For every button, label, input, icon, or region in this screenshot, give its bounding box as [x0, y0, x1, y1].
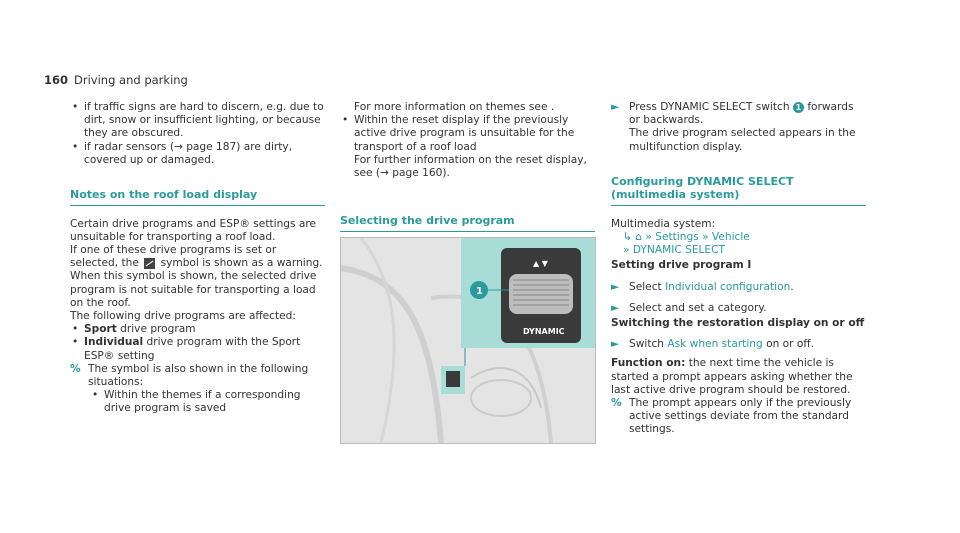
list-item: • Individual drive program with the Sport ESP® setting: [70, 336, 325, 362]
subheading: Setting drive program I: [611, 259, 752, 272]
paragraph: Certain drive programs and ESP® settings are unsuitable for transporting a roof load.: [70, 217, 317, 243]
list-item: • Within the themes if a corresponding drive program is saved: [90, 389, 325, 415]
step-arrow-icon: ►: [611, 101, 620, 113]
step-arrow-icon: ►: [611, 301, 620, 314]
paragraph: For more information on themes see .: [354, 101, 555, 113]
return-arrow-icon: ↳: [623, 231, 632, 244]
note-icon: %: [611, 397, 622, 410]
note-icon: %: [70, 362, 81, 375]
paragraph: The following drive programs are affected:: [70, 309, 296, 322]
note: % The prompt appears only if the previously active settings deviate from the standard settings.: [611, 397, 852, 436]
step-arrow-icon: ►: [611, 280, 620, 293]
paragraph: Function on: the next time the vehicle is started a prompt appears asking whether the last active drive program should be restored.: [611, 357, 853, 396]
paragraph: For further information on the reset display, see (→ page 160).: [354, 153, 587, 180]
list-item: • if radar sensors (→ page 187) are dirty, covered up or damaged.: [70, 141, 325, 167]
section-heading: Selecting the drive program: [340, 214, 515, 228]
svg-text:▲ ▼: ▲ ▼: [533, 259, 548, 268]
drive-switch-illustration: [340, 237, 596, 444]
callout-1: 1: [793, 102, 804, 113]
column-2: [340, 101, 595, 232]
svg-text:1: 1: [476, 286, 483, 297]
paragraph: The drive program selected appears in the multifunction display.: [629, 127, 856, 153]
page-number: 160: [44, 73, 69, 87]
section-heading: Notes on the roof load display: [70, 188, 258, 202]
paragraph: If one of these drive programs is set or selected, the symbol is shown as a warning. When this symbol is shown, the selected drive program is not suitable for transporting a load on the roof.: [70, 243, 323, 309]
roof-load-warning-icon: [144, 258, 155, 269]
paragraph: Multimedia system:: [611, 217, 716, 230]
column-3: [611, 101, 866, 437]
menu-path: » DYNAMIC SELECT: [623, 244, 725, 257]
column-1: [70, 101, 325, 416]
console-illustration: [341, 238, 595, 443]
section-title: Driving and parking: [74, 73, 188, 87]
section-heading: Configuring DYNAMIC SELECT (multimedia system): [611, 174, 794, 202]
heading-rule: [340, 231, 595, 232]
list-item: • Within the reset display if the previously active drive program is unsuitable for the transport of a roof load: [340, 114, 595, 154]
menu-path: ↳ ⌂ » Settings » Vehicle: [623, 231, 750, 244]
dynamic-label: DYNAMIC: [523, 327, 565, 336]
instruction-step: ► Select Individual configuration.: [611, 280, 794, 293]
list-item: • if traffic signs are hard to discern, e.g. due to dirt, snow or insufficient lighting, or because they are obscured.: [70, 101, 325, 141]
home-icon: ⌂: [635, 231, 642, 244]
step-arrow-icon: ►: [611, 338, 620, 351]
page-header: [44, 74, 188, 87]
subheading: Switching the restoration display on or off: [611, 317, 865, 330]
list-item: • Sport drive program: [70, 323, 325, 336]
instruction-step: ► Switch Ask when starting on or off.: [611, 338, 815, 351]
instruction-step: ► Press DYNAMIC SELECT switch 1 forwards or backwards.: [611, 101, 854, 127]
instruction-step: ► Select and set a category.: [611, 301, 767, 314]
note: % The symbol is also shown in the following situations:: [70, 362, 309, 388]
